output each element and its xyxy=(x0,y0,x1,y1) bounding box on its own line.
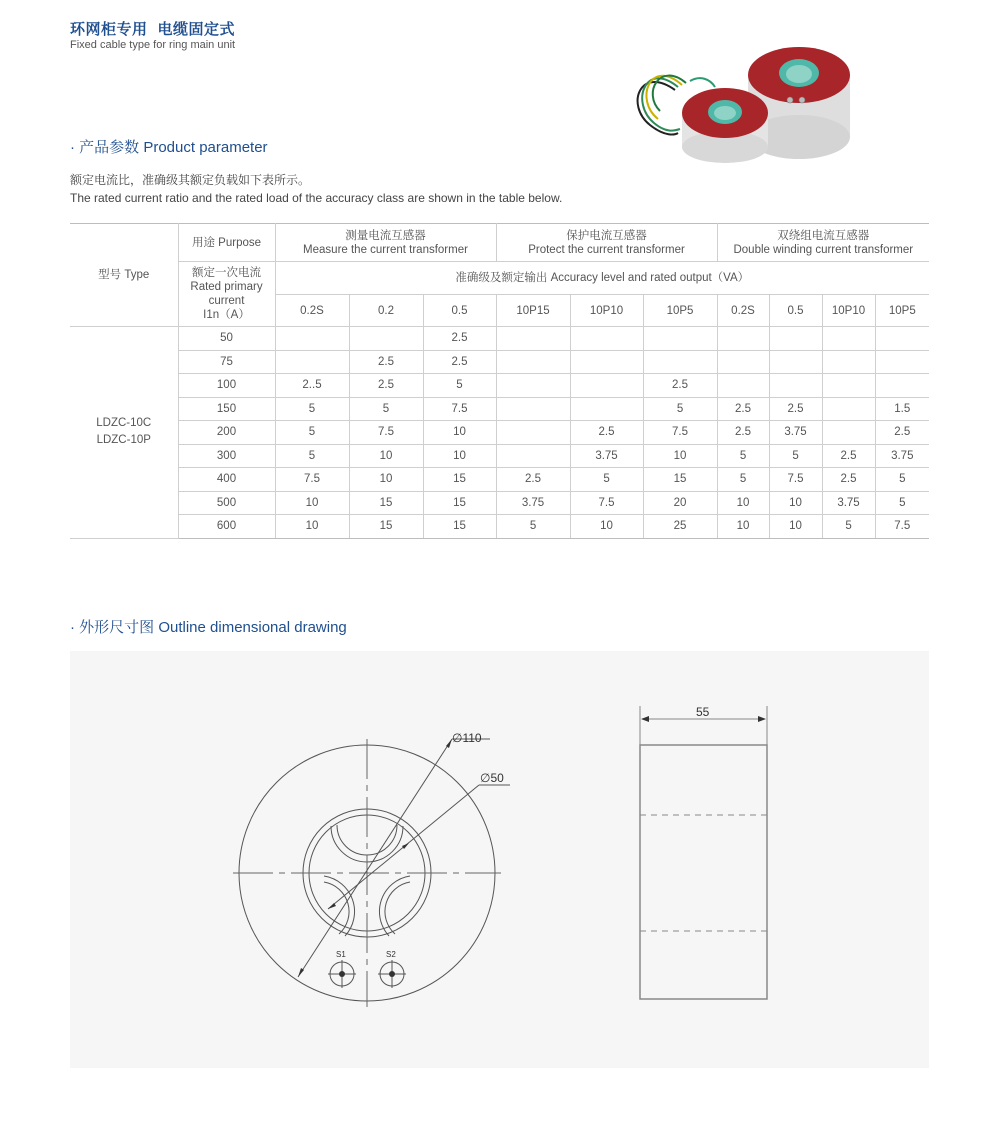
value-cell: 5 xyxy=(643,397,717,421)
value-cell: 15 xyxy=(643,468,717,492)
value-cell: 10 xyxy=(275,515,349,539)
value-cell: 2.5 xyxy=(570,421,643,445)
column-header: 0.2 xyxy=(349,295,423,327)
title-cn-part1: 环网柜专用 xyxy=(70,21,148,38)
group-measure-en: Measure the current transformer xyxy=(303,243,468,256)
group-protect-en: Protect the current transformer xyxy=(528,243,685,256)
value-cell: 25 xyxy=(643,515,717,539)
column-header: 10P10 xyxy=(570,295,643,327)
value-cell: 5 xyxy=(875,491,929,515)
value-cell: 15 xyxy=(349,515,423,539)
value-cell: 10 xyxy=(349,444,423,468)
table-row xyxy=(70,515,929,539)
column-header: 10P5 xyxy=(643,295,717,327)
rated-current-cell: 100 xyxy=(178,374,275,398)
rated-current-en1: Rated primary xyxy=(190,281,263,293)
column-header: 10P5 xyxy=(875,295,929,327)
group-header-measure xyxy=(275,224,496,262)
value-cell: 2.5 xyxy=(349,350,423,374)
value-cell: 2.5 xyxy=(822,444,875,468)
value-cell: 3.75 xyxy=(496,491,570,515)
value-cell: 5 xyxy=(275,421,349,445)
value-cell: 5 xyxy=(570,468,643,492)
column-header: 0.5 xyxy=(423,295,496,327)
value-cell: 2..5 xyxy=(275,374,349,398)
value-cell: 7.5 xyxy=(875,515,929,539)
value-cell: 2.5 xyxy=(717,397,769,421)
value-cell xyxy=(496,444,570,468)
value-cell: 15 xyxy=(423,491,496,515)
value-cell: 2.5 xyxy=(875,421,929,445)
value-cell xyxy=(275,327,349,351)
value-cell xyxy=(822,374,875,398)
type-header: 型号 Type xyxy=(70,224,178,327)
group-header-protect xyxy=(496,224,717,262)
description-en: The rated current ratio and the rated load of the accuracy class are shown in the table below. xyxy=(70,191,563,205)
purpose-header: 用途 Purpose xyxy=(178,224,275,262)
drawing-panel xyxy=(70,651,929,1068)
value-cell: 10 xyxy=(423,421,496,445)
value-cell: 10 xyxy=(769,515,822,539)
value-cell xyxy=(496,397,570,421)
value-cell xyxy=(570,327,643,351)
value-cell xyxy=(643,350,717,374)
section-heading-parameters: · 产品参数 Product parameter xyxy=(70,139,268,156)
table-row xyxy=(70,491,929,515)
value-cell: 7.5 xyxy=(769,468,822,492)
value-cell xyxy=(822,421,875,445)
product-photo xyxy=(630,45,860,165)
rated-current-cell: 150 xyxy=(178,397,275,421)
rated-current-cell: 400 xyxy=(178,468,275,492)
value-cell: 10 xyxy=(717,515,769,539)
dim-arrow-55-right xyxy=(758,716,766,722)
description-cn: 额定电流比，准确级其额定负载如下表所示。 xyxy=(70,173,311,187)
support-arc-right xyxy=(379,876,410,936)
value-cell xyxy=(822,327,875,351)
table-header-row-accuracy xyxy=(70,262,929,295)
value-cell: 5 xyxy=(769,444,822,468)
page-subtitle: Fixed cable type for ring main unit xyxy=(70,39,236,51)
value-cell xyxy=(875,350,929,374)
value-cell xyxy=(717,327,769,351)
value-cell: 5 xyxy=(496,515,570,539)
value-cell: 2.5 xyxy=(496,468,570,492)
value-cell: 5 xyxy=(275,397,349,421)
value-cell xyxy=(275,350,349,374)
support-arc-left xyxy=(324,876,355,936)
rated-current-header xyxy=(178,262,275,327)
group-double-cn: 双绕组电流互感器 xyxy=(777,229,870,242)
value-cell: 5 xyxy=(717,444,769,468)
value-cell xyxy=(822,397,875,421)
value-cell xyxy=(496,421,570,445)
group-measure-cn: 测量电流互感器 xyxy=(345,229,426,242)
column-header: 10P15 xyxy=(496,295,570,327)
column-header: 0.2S xyxy=(275,295,349,327)
model-name: LDZC-10P xyxy=(96,434,151,447)
value-cell: 3.75 xyxy=(875,444,929,468)
value-cell: 3.75 xyxy=(570,444,643,468)
width-label: 55 xyxy=(696,705,710,719)
table-header-row-groups xyxy=(70,224,929,262)
column-header: 0.5 xyxy=(769,295,822,327)
value-cell: 5 xyxy=(717,468,769,492)
rated-current-cell: 75 xyxy=(178,350,275,374)
value-cell xyxy=(717,374,769,398)
table-row xyxy=(70,327,929,351)
value-cell: 15 xyxy=(349,491,423,515)
page-title xyxy=(70,18,235,39)
section-heading-drawing: · 外形尺寸图 Outline dimensional drawing xyxy=(70,619,347,636)
column-header: 0.2S xyxy=(717,295,769,327)
table-row xyxy=(70,421,929,445)
table-row xyxy=(70,374,929,398)
table-row xyxy=(70,397,929,421)
value-cell: 2.5 xyxy=(423,350,496,374)
value-cell: 5 xyxy=(423,374,496,398)
terminal-s1-label: S1 xyxy=(336,950,346,959)
value-cell xyxy=(570,374,643,398)
rated-current-cell: 200 xyxy=(178,421,275,445)
terminal-s2-label: S2 xyxy=(386,950,396,959)
value-cell: 5 xyxy=(349,397,423,421)
value-cell: 2.5 xyxy=(769,397,822,421)
value-cell xyxy=(496,350,570,374)
value-cell: 3.75 xyxy=(769,421,822,445)
dim-arrow-55-left xyxy=(641,716,649,722)
value-cell: 2.5 xyxy=(717,421,769,445)
value-cell xyxy=(769,327,822,351)
value-cell: 15 xyxy=(423,515,496,539)
rated-current-cn: 额定一次电流 xyxy=(192,267,261,279)
small-ct xyxy=(682,88,768,163)
value-cell: 2.5 xyxy=(423,327,496,351)
value-cell: 5 xyxy=(822,515,875,539)
rated-current-cell: 600 xyxy=(178,515,275,539)
rated-current-unit: I1n（A） xyxy=(203,309,250,321)
value-cell xyxy=(496,327,570,351)
side-view-body xyxy=(640,745,767,999)
rated-current-cell: 50 xyxy=(178,327,275,351)
value-cell: 10 xyxy=(349,468,423,492)
value-cell xyxy=(875,327,929,351)
column-header: 10P10 xyxy=(822,295,875,327)
table-row xyxy=(70,350,929,374)
value-cell: 10 xyxy=(643,444,717,468)
group-double-en: Double winding current transformer xyxy=(733,243,914,256)
rated-current-cell: 300 xyxy=(178,444,275,468)
value-cell: 10 xyxy=(570,515,643,539)
value-cell xyxy=(570,350,643,374)
value-cell xyxy=(822,350,875,374)
title-cn-part2: 电缆固定式 xyxy=(157,21,236,38)
value-cell: 10 xyxy=(275,491,349,515)
outer-diameter-label: ∅110 xyxy=(452,731,482,745)
inner-diameter-label: ∅50 xyxy=(480,771,504,785)
value-cell: 20 xyxy=(643,491,717,515)
model-name: LDZC-10C xyxy=(96,417,152,430)
parameter-table xyxy=(70,223,929,539)
value-cell: 7.5 xyxy=(570,491,643,515)
value-cell: 2.5 xyxy=(822,468,875,492)
value-cell xyxy=(875,374,929,398)
value-cell xyxy=(769,374,822,398)
value-cell: 7.5 xyxy=(275,468,349,492)
table-row xyxy=(70,444,929,468)
value-cell xyxy=(349,327,423,351)
value-cell xyxy=(717,350,769,374)
value-cell: 10 xyxy=(717,491,769,515)
value-cell: 10 xyxy=(423,444,496,468)
value-cell: 7.5 xyxy=(349,421,423,445)
value-cell: 5 xyxy=(875,468,929,492)
accuracy-header: 准确级及额定输出 Accuracy level and rated output（VA） xyxy=(275,262,929,295)
support-arc-left-inner xyxy=(324,882,349,934)
table-row xyxy=(70,468,929,492)
value-cell: 10 xyxy=(769,491,822,515)
value-cell: 7.5 xyxy=(643,421,717,445)
rated-current-cell: 500 xyxy=(178,491,275,515)
value-cell xyxy=(496,374,570,398)
value-cell: 2.5 xyxy=(349,374,423,398)
rated-current-en2: current xyxy=(208,295,245,307)
value-cell: 2.5 xyxy=(643,374,717,398)
value-cell xyxy=(643,327,717,351)
group-protect-cn: 保护电流互感器 xyxy=(566,229,647,242)
value-cell: 1.5 xyxy=(875,397,929,421)
value-cell: 7.5 xyxy=(423,397,496,421)
value-cell: 15 xyxy=(423,468,496,492)
value-cell: 3.75 xyxy=(822,491,875,515)
value-cell xyxy=(769,350,822,374)
model-cell xyxy=(70,327,178,539)
group-header-double xyxy=(717,224,929,262)
support-arc-right-inner xyxy=(385,882,410,934)
value-cell: 5 xyxy=(275,444,349,468)
outline-drawing xyxy=(70,651,929,1068)
dim-arrow-50-a xyxy=(402,843,409,849)
value-cell xyxy=(570,397,643,421)
